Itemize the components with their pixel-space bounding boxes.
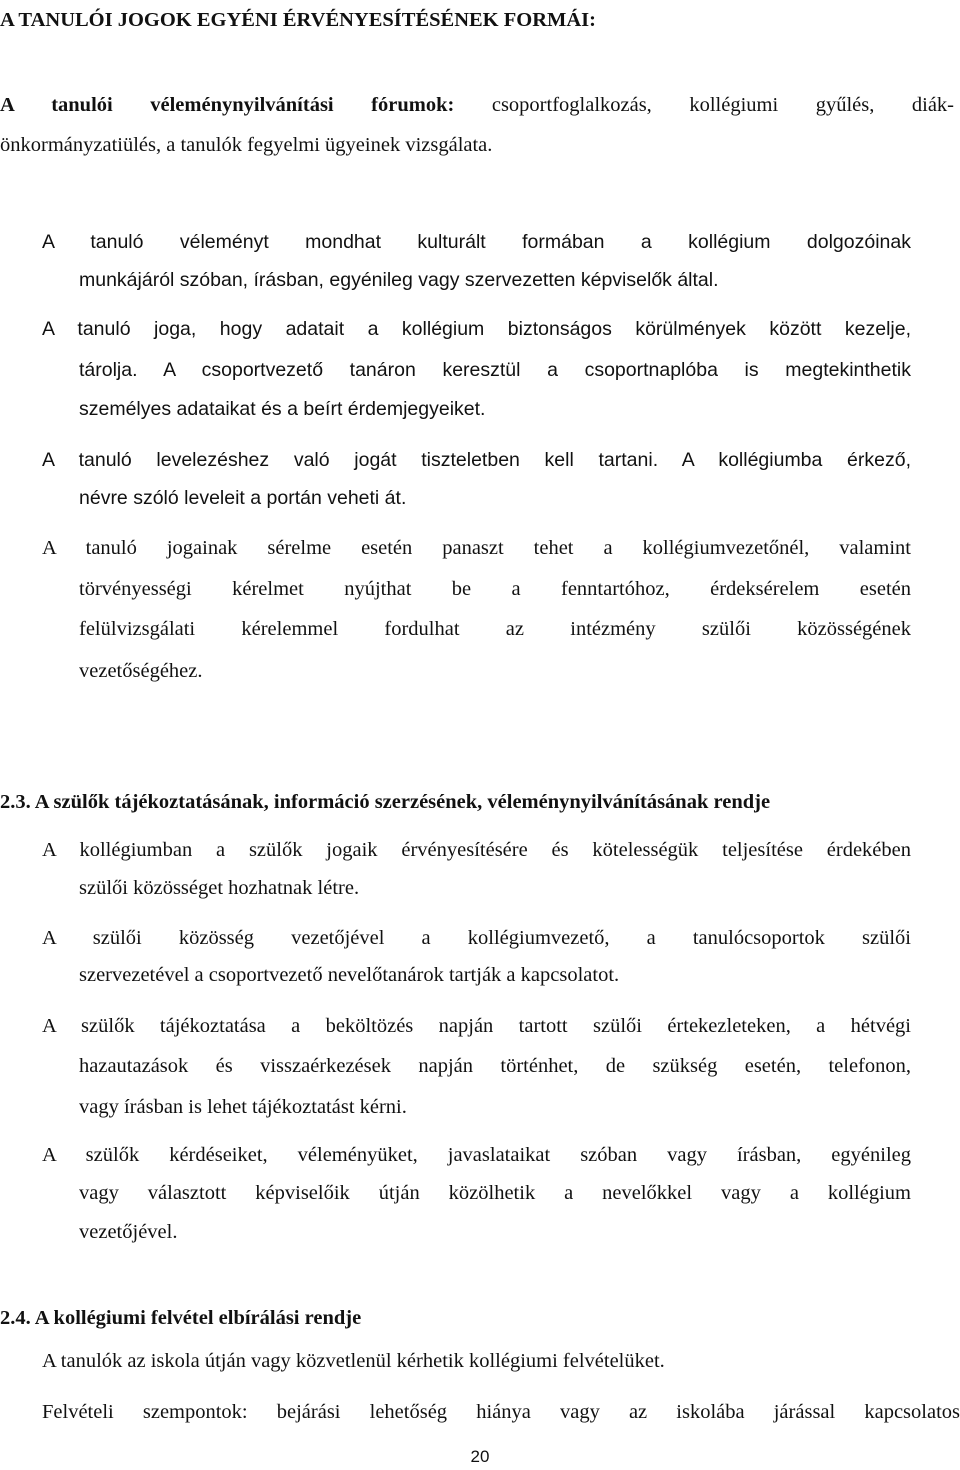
p2-line-3: személyes adataikat és a beírt érdemjegyeiket. — [79, 398, 486, 420]
forum-line-1 — [0, 92, 954, 118]
page-heading: A TANULÓI JOGOK EGYÉNI ÉRVÉNYESÍTÉSÉNEK FORMÁI: — [0, 9, 596, 31]
s23-p2-line-1: A szülői közösség vezetőjével a kollégiumvezető, a tanulócsoportok szülői — [42, 927, 911, 949]
s23-p1-line-1: A kollégiumban a szülők jogaik érvényesítésére és kötelességük teljesítése érdekében — [42, 839, 911, 861]
s23-p3-line-3: vagy írásban is lehet tájékoztatást kérni. — [79, 1096, 407, 1118]
s23-p3-line-1: A szülők tájékoztatása a beköltözés napján tartott szülői értekezleteken, a hétvégi — [42, 1015, 911, 1037]
s23-p3-line-2: hazautazások és visszaérkezések napján történhet, de szükség esetén, telefonon, — [79, 1055, 911, 1077]
p4-line-3: felülvizsgálati kérelemmel fordulhat az intézmény szülői közösségének — [79, 618, 911, 640]
s23-p2-line-2: szervezetével a csoportvezető nevelőtanárok tartják a kapcsolatot. — [79, 964, 620, 986]
s24-p1: A tanulók az iskola útján vagy közvetlenül kérhetik kollégiumi felvételüket. — [42, 1350, 665, 1372]
p4-line-2: törvényességi kérelmet nyújthat be a fenntartóhoz, érdeksérelem esetén — [79, 578, 911, 600]
s23-p1-line-2: szülői közösséget hozhatnak létre. — [79, 877, 360, 899]
p4-line-4: vezetőségéhez. — [79, 660, 203, 682]
p2-line-2: tárolja. A csoportvezető tanáron keresztül a csoportnaplóba is megtekinthetik — [79, 359, 911, 381]
p4-line-1: A tanuló jogainak sérelme esetén panaszt tehet a kollégiumvezetőnél, valamint — [42, 537, 911, 559]
p2-line-1: A tanuló joga, hogy adatait a kollégium biztonságos körülmények között kezelje, — [42, 318, 911, 340]
forum-line-2: önkormányzatiülés, a tanulók fegyelmi ügyeinek vizsgálata. — [0, 134, 493, 156]
p1-line-2: munkájáról szóban, írásban, egyénileg vagy szervezetten képviselők által. — [79, 269, 719, 291]
forum-label: A tanulói véleménynyilvánítási fórumok: — [0, 94, 455, 116]
s23-p4-line-2: vagy választott képviselőik útján közölhetik a nevelőkkel vagy a kollégium — [79, 1182, 911, 1204]
s24-p2-line-1: Felvételi szempontok: bejárási lehetőség hiánya vagy az iskolába járással kapcsolatos — [42, 1401, 960, 1423]
p3-line-1: A tanuló levelezéshez való jogát tiszteletben kell tartani. A kollégiumba érkező, — [42, 449, 911, 471]
section-2-4-title: 2.4. A kollégiumi felvétel elbírálási rendje — [0, 1307, 362, 1329]
section-2-3-title: 2.3. A szülők tájékoztatásának, információ szerzésének, véleménynyilvánításának rendje — [0, 791, 771, 813]
page-number: 20 — [470, 1447, 490, 1466]
p3-line-2: névre szóló leveleit a portán veheti át. — [79, 487, 407, 509]
forum-text-1: csoportfoglalkozás, kollégiumi gyűlés, diák- — [491, 94, 955, 116]
s23-p4-line-3: vezetőjével. — [79, 1221, 178, 1243]
s23-p4-line-1: A szülők kérdéseiket, véleményüket, javaslataikat szóban vagy írásban, egyénileg — [42, 1144, 911, 1166]
p1-line-1: A tanuló véleményt mondhat kulturált formában a kollégium dolgozóinak — [42, 231, 911, 253]
